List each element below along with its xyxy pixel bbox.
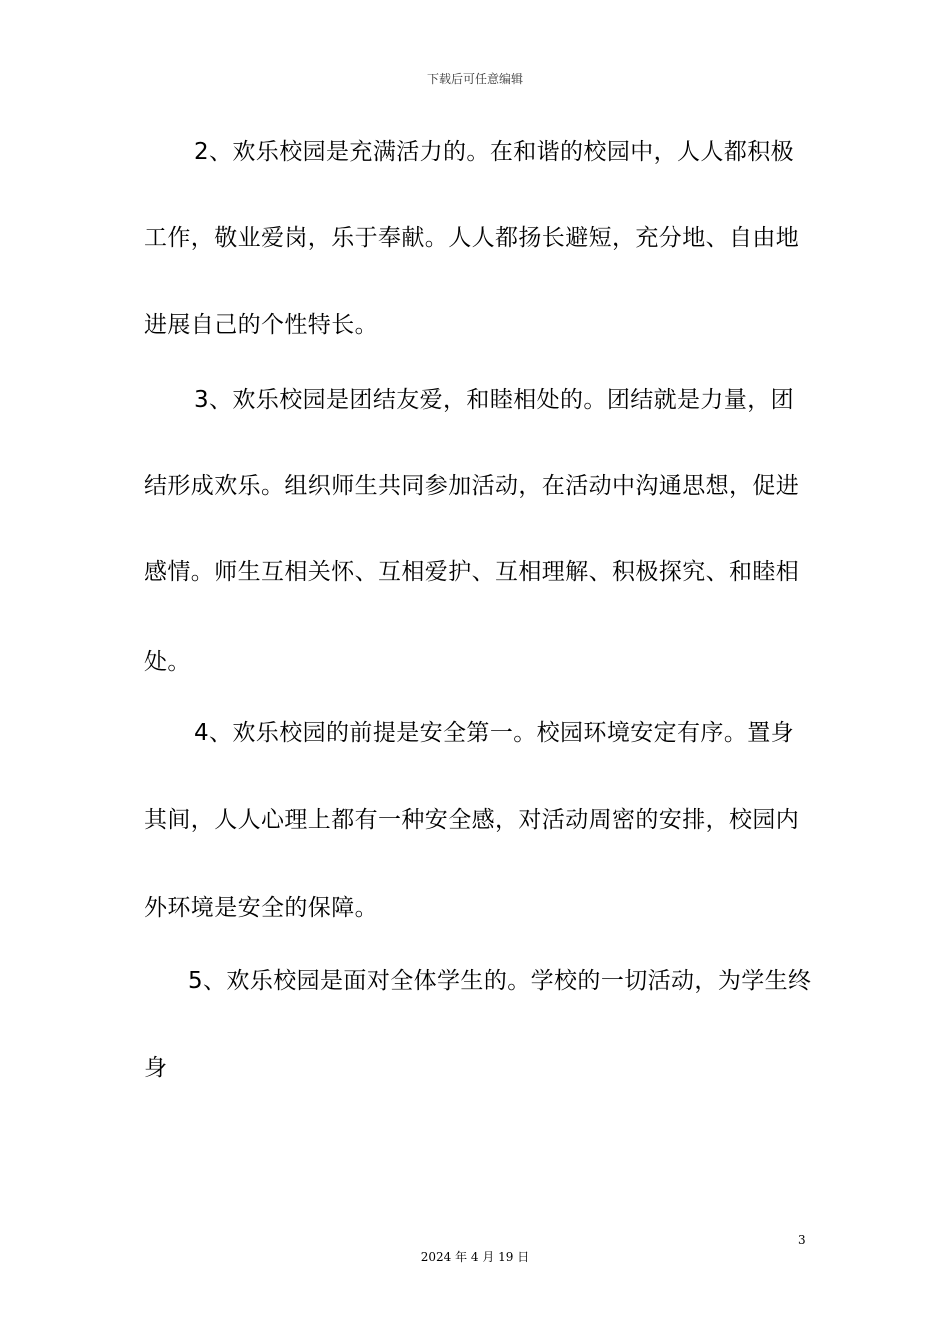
body-line: 感情。师生互相关怀、互相爱护、互相理解、积极探究、和睦相 [144, 559, 800, 585]
body-line: 5、欢乐校园是面对全体学生的。学校的一切活动，为学生终 [188, 968, 812, 994]
body-line: 身 [144, 1055, 168, 1081]
body-line: 4、欢乐校园的前提是安全第一。校园环境安定有序。置身 [194, 720, 795, 746]
body-line: 3、欢乐校园是团结友爱，和睦相处的。团结就是力量，团 [194, 387, 795, 413]
page-number: 3 [798, 1233, 806, 1247]
body-line: 处。 [144, 649, 191, 675]
body-line: 其间，人人心理上都有一种安全感，对活动周密的安排，校园内 [144, 807, 800, 833]
body-line: 进展自己的个性特长。 [144, 312, 378, 338]
footer-date: 2024 年 4 月 19 日 [420, 1250, 530, 1264]
body-line: 外环境是安全的保障。 [144, 895, 378, 921]
body-line: 2、欢乐校园是充满活力的。在和谐的校园中，人人都积极 [194, 139, 795, 165]
body-line: 工作，敬业爱岗，乐于奉献。人人都扬长避短，充分地、自由地 [144, 225, 800, 251]
page-header: 下载后可任意编辑 [426, 72, 523, 86]
body-line: 结形成欢乐。组织师生共同参加活动，在活动中沟通思想，促进 [144, 473, 800, 499]
